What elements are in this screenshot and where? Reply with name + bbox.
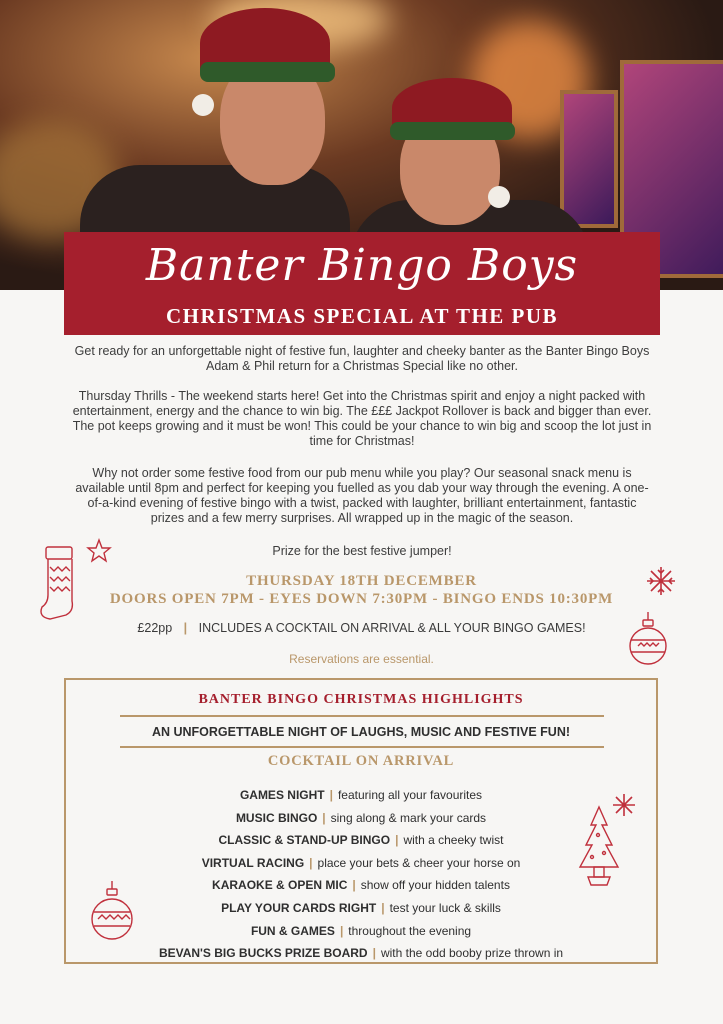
highlight-name: KARAOKE & OPEN MIC (212, 878, 348, 893)
highlight-description: test your luck & skills (389, 900, 501, 915)
stocking-icon (40, 545, 82, 621)
highlight-description: sing along & mark your cards (330, 810, 487, 825)
prize-line: Prize for the best festive jumper! (272, 544, 452, 558)
highlight-description: place your bets & cheer your horse on (317, 855, 521, 870)
price-separator: | (183, 621, 188, 635)
christmas-tree-icon (574, 805, 624, 891)
highlight-description: show off your hidden talents (360, 878, 510, 893)
intro-paragraph-2: Thursday Thrills - The weekend starts here! Get into the Christmas spirit and enjoy a night packed with entertainment, energy and the chance to win big. The £££ Jackpot Rollover is back and bigger than ever. The pot keeps growing and it must be won! This could be your chance to win big and scoop the lot just in time for Christmas! (72, 389, 652, 448)
divider (120, 746, 604, 748)
highlight-separator: | (372, 946, 376, 961)
highlight-item (66, 942, 656, 965)
highlight-item (66, 807, 656, 830)
price-line (0, 621, 723, 635)
event-subtitle: CHRISTMAS SPECIAL AT THE PUB (165, 304, 559, 328)
highlight-name: BEVAN'S BIG BUCKS PRIZE BOARD (158, 946, 368, 961)
star-icon (86, 538, 112, 564)
highlight-item (66, 829, 656, 852)
price-includes: INCLUDES A COCKTAIL ON ARRIVAL & ALL YOUR BINGO GAMES! (198, 621, 586, 635)
highlights-list (66, 784, 656, 965)
highlight-name: GAMES NIGHT (239, 788, 325, 802)
sparkle-icon (612, 793, 636, 817)
highlight-description: with the odd booby prize thrown in (380, 946, 564, 961)
event-title: Banter Bingo Boys (145, 240, 579, 291)
intro-paragraph-1: Get ready for an unforgettable night of festive fun, laughter and cheeky banter as the Banter Bingo Boys Adam & Phil return for a Christmas Special like no other. (74, 344, 650, 373)
highlight-separator: | (381, 900, 385, 915)
highlight-separator: | (339, 923, 344, 938)
highlight-separator: | (352, 878, 356, 893)
intro-paragraph-3: Why not order some festive food from our pub menu while you play? Our seasonal snack menu is available until 8pm and perfect for keeping you fuelled as you dab your way through the evening. A one-of-a-kind evening of festive bingo with a twist, packed with laughter, brilliant entertainment, fantastic prizes and a few merry surprises. All wrapped up in the magic of the season. (75, 466, 649, 525)
highlight-item (66, 897, 656, 920)
highlight-name: CLASSIC & STAND-UP BINGO (218, 833, 391, 848)
highlight-separator: | (329, 788, 333, 802)
highlight-item (66, 852, 656, 875)
bauble-icon (90, 881, 134, 943)
highlight-name: MUSIC BINGO (235, 810, 318, 825)
bauble-icon (628, 612, 668, 668)
highlight-description: throughout the evening (348, 923, 472, 938)
highlight-description: featuring all your favourites (337, 788, 483, 802)
highlight-name: VIRTUAL RACING (201, 855, 305, 870)
event-date: THURSDAY 18TH DECEMBER (246, 573, 477, 589)
divider (120, 715, 604, 717)
highlight-item (66, 784, 656, 807)
price: £22pp (137, 621, 173, 635)
snowflake-icon (645, 565, 677, 597)
title-banner (64, 232, 660, 335)
highlight-separator: | (309, 855, 313, 870)
highlights-subtitle: AN UNFORGETTABLE NIGHT OF LAUGHS, MUSIC AND FESTIVE FUN! (151, 725, 571, 739)
highlight-description: with a cheeky twist (403, 833, 504, 848)
event-times: DOORS OPEN 7PM - EYES DOWN 7:30PM - BINGO ENDS 10:30PM (109, 591, 614, 607)
cocktail-heading: COCKTAIL ON ARRIVAL (267, 753, 455, 769)
highlight-separator: | (395, 833, 399, 848)
highlight-name: FUN & GAMES (250, 923, 335, 938)
highlight-separator: | (322, 810, 326, 825)
highlight-item (66, 874, 656, 897)
highlight-item (66, 920, 656, 943)
highlights-box (64, 678, 658, 964)
reservations-note: Reservations are essential. (289, 652, 434, 666)
highlight-name: PLAY YOUR CARDS RIGHT (221, 900, 377, 915)
highlights-title: BANTER BINGO CHRISTMAS HIGHLIGHTS (198, 692, 524, 707)
